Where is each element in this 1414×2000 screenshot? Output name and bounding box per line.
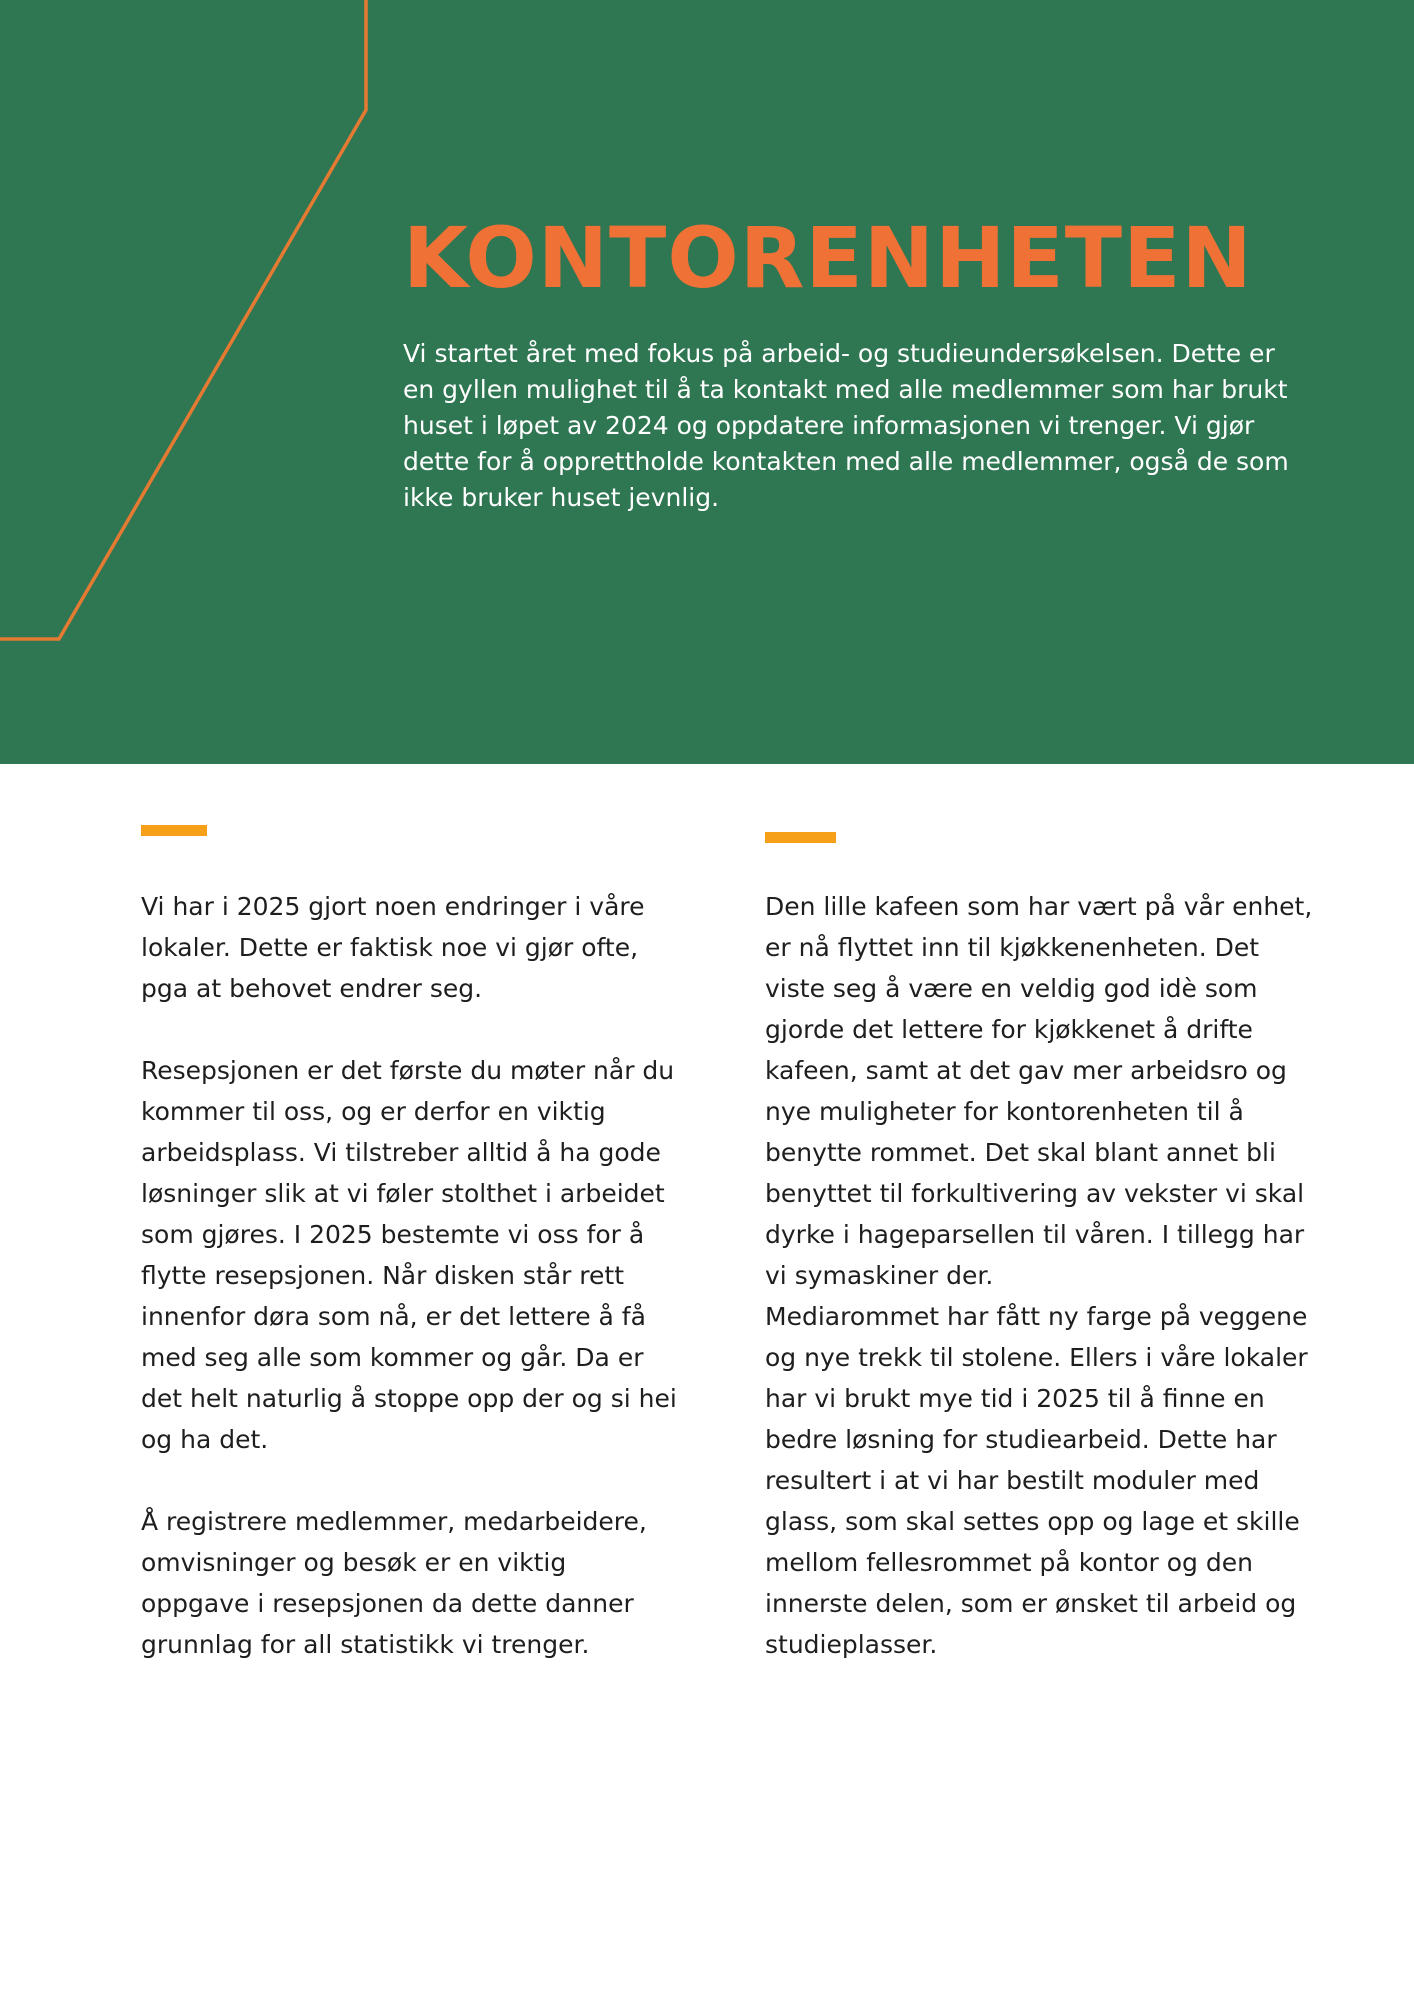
decorative-frame-line — [0, 0, 400, 660]
paragraph: Den lille kafeen som har vært på vår enhet, er nå flyttet inn til kjøkkenenheten. Det viste seg å være en veldig god idè som gjorde det lettere for kjøkkenet å drifte kafeen, samt at det gav mer arbeidsro og nye muligheter for kontorenheten til å benytte rommet. Det skal blant annet bli benyttet til forkultivering av vekster vi skal dyrke i hageparsellen til våren. I tillegg har vi symaskiner der. — [765, 892, 1313, 1290]
accent-bar-left — [141, 825, 207, 836]
paragraph: Resepsjonen er det første du møter når du kommer til oss, og er derfor en viktig arbeidsplass. Vi tilstreber alltid å ha gode løsninger slik at vi føler stolthet i arbeidet som gjøres. I 2025 bestemte vi oss for å flytte resepsjonen. Når disken står rett innenfor døra som nå, er det lettere å få med seg alle som kommer og går. Da er det helt naturlig å stoppe opp der og si hei og ha det. — [141, 1056, 677, 1454]
paragraph: Vi har i 2025 gjort noen endringer i våre lokaler. Dette er faktisk noe vi gjør ofte, pga at behovet endrer seg. — [141, 892, 645, 1003]
left-column — [141, 886, 681, 1706]
paragraph: Å registrere medlemmer, medarbeidere, omvisninger og besøk er en viktig oppgave i resepsjonen da dette danner grunnlag for all statistikk vi trenger. — [141, 1507, 647, 1659]
header-banner — [0, 0, 1414, 764]
paragraph: Mediarommet har fått ny farge på veggene og nye trekk til stolene. Ellers i våre lokaler har vi brukt mye tid i 2025 til å finne en bedre løsning for studiearbeid. Dette har resultert i at vi har bestilt moduler med glass, som skal settes opp og lage et skille mellom fellesrommet på kontor og den innerste delen, som er ønsket til arbeid og studieplasser. — [765, 1302, 1308, 1659]
right-column — [765, 886, 1325, 1665]
page-title: KONTORENHETEN — [403, 209, 1253, 307]
accent-bar-right — [765, 832, 836, 843]
intro-paragraph: Vi startet året med fokus på arbeid- og studieundersøkelsen. Dette er en gyllen mulighet til å ta kontakt med alle medlemmer som har brukt huset i løpet av 2024 og oppdatere informasjonen vi trenger. Vi gjør dette for å opprettholde kontakten med alle medlemmer, også de som ikke bruker huset jevnlig. — [403, 339, 1289, 512]
